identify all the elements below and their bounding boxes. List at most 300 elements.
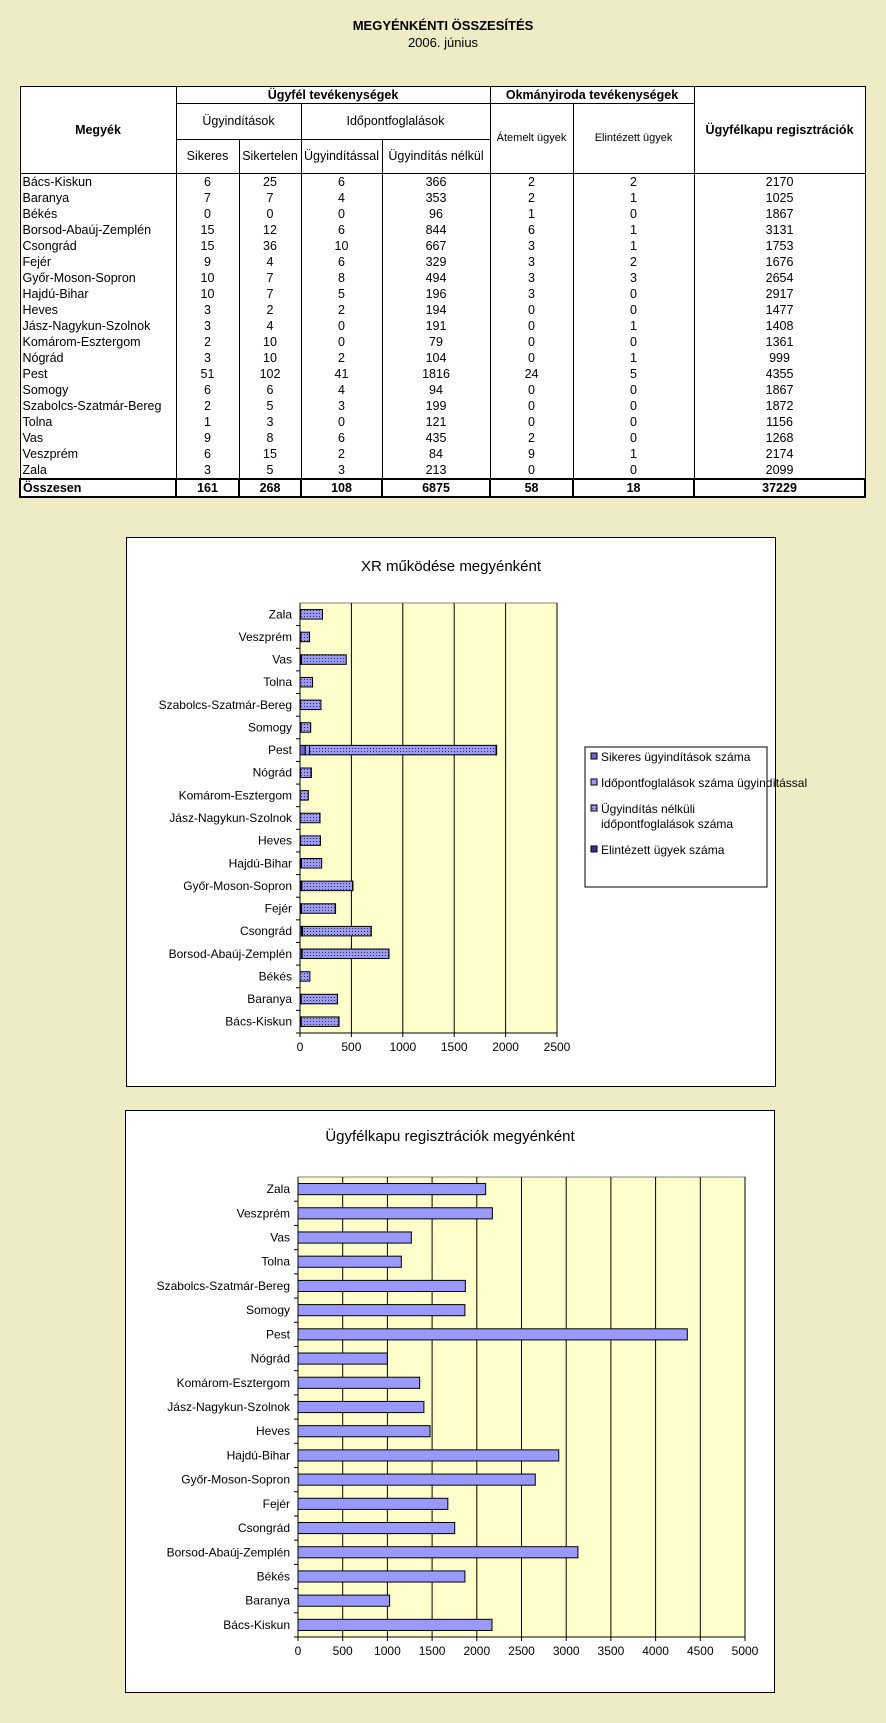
table-cell: 2 bbox=[301, 350, 382, 366]
legend-swatch bbox=[591, 846, 597, 852]
header-idopontfoglalasok: Időpontfoglalások bbox=[301, 104, 490, 140]
table-cell: 6 bbox=[490, 222, 573, 238]
legend-label: Elintézett ügyek száma bbox=[601, 843, 725, 857]
table-row bbox=[20, 350, 865, 366]
table-cell: 0 bbox=[176, 206, 239, 222]
category-label: Szabolcs-Szatmár-Bereg bbox=[158, 697, 292, 712]
table-row bbox=[20, 302, 865, 318]
table-cell: 2654 bbox=[694, 270, 865, 286]
xr-chart bbox=[126, 537, 808, 1087]
bar-segment bbox=[300, 677, 312, 687]
table-cell: 2 bbox=[176, 334, 239, 350]
table-row bbox=[20, 462, 865, 479]
table-cell: 102 bbox=[239, 366, 301, 382]
table-cell: 4 bbox=[239, 318, 301, 334]
bar-segment bbox=[298, 1426, 430, 1437]
table-cell: 3 bbox=[490, 238, 573, 254]
x-tick-label: 1000 bbox=[389, 1040, 417, 1054]
table-cell: 5 bbox=[239, 398, 301, 414]
category-label: Tolna bbox=[263, 675, 292, 690]
table-cell: 2170 bbox=[694, 174, 865, 191]
x-tick-label: 500 bbox=[341, 1040, 362, 1054]
county-name-cell: Pest bbox=[20, 366, 176, 382]
category-label: Baranya bbox=[245, 1593, 290, 1608]
table-cell: 25 bbox=[239, 174, 301, 191]
table-cell: 196 bbox=[382, 286, 490, 302]
category-label: Nógrád bbox=[250, 1351, 290, 1366]
bar-segment bbox=[298, 1619, 492, 1630]
category-label: Vas bbox=[270, 1230, 290, 1245]
header-sikertelen: Sikertelen bbox=[239, 140, 301, 174]
table-cell: 96 bbox=[382, 206, 490, 222]
table-row bbox=[20, 382, 865, 398]
table-cell: 3 bbox=[573, 270, 694, 286]
bar-segment bbox=[303, 926, 372, 936]
table-cell: 3 bbox=[490, 254, 573, 270]
table-cell: 6 bbox=[301, 222, 382, 238]
total-cell: 268 bbox=[239, 479, 301, 497]
table-cell: 0 bbox=[573, 334, 694, 350]
x-tick-label: 5000 bbox=[731, 1644, 759, 1658]
total-cell: 18 bbox=[573, 479, 694, 497]
table-cell: 0 bbox=[490, 350, 573, 366]
x-tick-label: 1500 bbox=[418, 1644, 446, 1658]
category-label: Veszprém bbox=[238, 629, 292, 644]
summary-table bbox=[19, 86, 866, 498]
page-subtitle: 2006. június bbox=[407, 35, 479, 50]
table-cell: 0 bbox=[490, 302, 573, 318]
category-label: Heves bbox=[255, 1424, 290, 1439]
category-label: Győr-Moson-Sopron bbox=[183, 878, 292, 893]
table-cell: 3 bbox=[176, 350, 239, 366]
table-cell: 7 bbox=[239, 270, 301, 286]
x-tick-label: 3000 bbox=[552, 1644, 580, 1658]
table-cell: 6 bbox=[301, 254, 382, 270]
table-cell: 6 bbox=[239, 382, 301, 398]
table-cell: 3 bbox=[301, 398, 382, 414]
bar-segment bbox=[496, 745, 497, 755]
category-label: Tolna bbox=[261, 1254, 290, 1269]
bar-segment bbox=[302, 949, 389, 959]
table-cell: 3 bbox=[490, 270, 573, 286]
bar-segment bbox=[300, 972, 310, 982]
table-cell: 1268 bbox=[694, 430, 865, 446]
county-name-cell: Hajdú-Bihar bbox=[20, 286, 176, 302]
county-name-cell: Zala bbox=[20, 462, 176, 479]
table-cell: 6 bbox=[301, 430, 382, 446]
table-cell: 494 bbox=[382, 270, 490, 286]
table-row bbox=[20, 238, 865, 254]
category-label: Nógrád bbox=[252, 765, 292, 780]
bar-segment bbox=[301, 610, 323, 620]
bar-segment bbox=[298, 1595, 390, 1606]
category-label: Fejér bbox=[264, 901, 292, 916]
table-cell: 2099 bbox=[694, 462, 865, 479]
table-cell: 121 bbox=[382, 414, 490, 430]
chart-title: Ügyfélkapu regisztrációk megyénként bbox=[325, 1128, 575, 1145]
county-name-cell: Jász-Nagykun-Szolnok bbox=[20, 318, 176, 334]
table-cell: 51 bbox=[176, 366, 239, 382]
bar-segment bbox=[298, 1353, 387, 1364]
table-cell: 4355 bbox=[694, 366, 865, 382]
legend-swatch bbox=[591, 805, 597, 811]
table-row bbox=[20, 366, 865, 382]
category-label: Zala bbox=[268, 607, 292, 622]
x-tick-label: 2000 bbox=[492, 1040, 519, 1054]
bar-segment bbox=[301, 700, 321, 710]
table-cell: 1477 bbox=[694, 302, 865, 318]
bar-segment bbox=[301, 994, 337, 1004]
bar-segment bbox=[298, 1401, 424, 1412]
table-cell: 15 bbox=[239, 446, 301, 462]
ugyfelkapu-chart-svg bbox=[126, 1111, 774, 1692]
table-cell: 0 bbox=[573, 430, 694, 446]
table-cell: 5 bbox=[573, 366, 694, 382]
county-name-cell: Tolna bbox=[20, 414, 176, 430]
table-cell: 3 bbox=[176, 462, 239, 479]
category-label: Zala bbox=[266, 1182, 290, 1197]
page-title: MEGYÉNKÉNTI ÖSSZESÍTÉS bbox=[352, 18, 534, 33]
table-cell: 5 bbox=[301, 286, 382, 302]
table-cell: 4 bbox=[301, 190, 382, 206]
county-name-cell: Fejér bbox=[20, 254, 176, 270]
county-name-cell: Heves bbox=[20, 302, 176, 318]
table-cell: 2 bbox=[176, 398, 239, 414]
total-row bbox=[20, 479, 865, 497]
bar-segment bbox=[298, 1450, 559, 1461]
table-cell: 0 bbox=[490, 414, 573, 430]
table-cell: 0 bbox=[301, 414, 382, 430]
category-label: Borsod-Abaúj-Zemplén bbox=[166, 1545, 290, 1560]
table-cell: 8 bbox=[301, 270, 382, 286]
table-cell: 366 bbox=[382, 174, 490, 191]
bar-segment bbox=[298, 1256, 401, 1267]
bar-segment bbox=[298, 1522, 455, 1533]
legend-swatch bbox=[591, 753, 597, 759]
table-cell: 194 bbox=[382, 302, 490, 318]
table-cell: 1816 bbox=[382, 366, 490, 382]
table-cell: 1676 bbox=[694, 254, 865, 270]
category-label: Jász-Nagykun-Szolnok bbox=[169, 811, 292, 825]
chart-title: XR működése megyénként bbox=[360, 558, 542, 575]
x-tick-label: 0 bbox=[296, 1040, 304, 1054]
table-cell: 36 bbox=[239, 238, 301, 254]
table-row bbox=[20, 174, 865, 191]
table-cell: 1872 bbox=[694, 398, 865, 414]
legend-label: időpontfoglalások száma bbox=[601, 817, 734, 831]
table-cell: 2 bbox=[573, 174, 694, 191]
category-label: Bács-Kiskun bbox=[225, 1014, 292, 1029]
table-cell: 9 bbox=[176, 430, 239, 446]
table-cell: 2 bbox=[490, 190, 573, 206]
table-cell: 0 bbox=[573, 302, 694, 318]
county-name-cell: Borsod-Abaúj-Zemplén bbox=[20, 222, 176, 238]
bar-segment bbox=[298, 1184, 486, 1195]
category-label: Komárom-Esztergom bbox=[176, 1375, 290, 1390]
legend-label: Időpontfoglalások száma ügyindítással bbox=[601, 776, 808, 790]
header-elintezett-ugyek: Elintézett ügyek bbox=[573, 104, 694, 174]
table-cell: 844 bbox=[382, 222, 490, 238]
table-cell: 2917 bbox=[694, 286, 865, 302]
header-ugyfelkapu: Ügyfélkapu regisztrációk bbox=[694, 87, 865, 174]
county-name-cell: Veszprém bbox=[20, 446, 176, 462]
table-cell: 1 bbox=[176, 414, 239, 430]
table-cell: 1408 bbox=[694, 318, 865, 334]
county-name-cell: Vas bbox=[20, 430, 176, 446]
x-tick-label: 0 bbox=[294, 1644, 302, 1658]
table-cell: 0 bbox=[573, 286, 694, 302]
category-label: Pest bbox=[267, 743, 292, 758]
category-label: Borsod-Abaúj-Zemplén bbox=[168, 946, 292, 961]
bar-segment bbox=[301, 723, 311, 733]
bar-segment bbox=[302, 655, 347, 665]
table-cell: 7 bbox=[239, 286, 301, 302]
category-label: Bács-Kiskun bbox=[223, 1617, 290, 1632]
table-cell: 5 bbox=[239, 462, 301, 479]
table-cell: 2174 bbox=[694, 446, 865, 462]
bar-segment bbox=[309, 745, 496, 755]
table-cell: 7 bbox=[176, 190, 239, 206]
county-name-cell: Győr-Moson-Sopron bbox=[20, 270, 176, 286]
header-ugyinditas-nelkul: Ügyindítás nélkül bbox=[382, 140, 490, 174]
category-label: Pest bbox=[265, 1327, 290, 1342]
table-cell: 0 bbox=[301, 334, 382, 350]
table-cell: 104 bbox=[382, 350, 490, 366]
x-tick-label: 3500 bbox=[597, 1644, 625, 1658]
category-label: Veszprém bbox=[236, 1206, 290, 1221]
header-ugyinditasok: Ügyindítások bbox=[176, 104, 301, 140]
category-label: Csongrád bbox=[239, 924, 292, 939]
county-name-cell: Békés bbox=[20, 206, 176, 222]
table-row bbox=[20, 222, 865, 238]
total-cell: 6875 bbox=[382, 479, 490, 497]
table-cell: 1753 bbox=[694, 238, 865, 254]
category-label: Somogy bbox=[245, 1303, 290, 1318]
table-row bbox=[20, 270, 865, 286]
table-cell: 0 bbox=[490, 462, 573, 479]
category-label: Jász-Nagykun-Szolnok bbox=[167, 1400, 290, 1414]
table-cell: 3131 bbox=[694, 222, 865, 238]
table-cell: 2 bbox=[239, 302, 301, 318]
total-cell: 58 bbox=[490, 479, 573, 497]
x-tick-label: 4000 bbox=[642, 1644, 669, 1658]
table-cell: 0 bbox=[573, 382, 694, 398]
bar-segment bbox=[298, 1280, 465, 1291]
table-cell: 213 bbox=[382, 462, 490, 479]
table-cell: 667 bbox=[382, 238, 490, 254]
table-cell: 0 bbox=[573, 206, 694, 222]
table-cell: 1 bbox=[573, 190, 694, 206]
table-row bbox=[20, 334, 865, 350]
total-cell: 37229 bbox=[694, 479, 865, 497]
table-cell: 1 bbox=[490, 206, 573, 222]
category-label: Békés bbox=[258, 969, 292, 984]
category-label: Békés bbox=[256, 1569, 290, 1584]
table-cell: 3 bbox=[239, 414, 301, 430]
table-cell: 1025 bbox=[694, 190, 865, 206]
category-label: Vas bbox=[272, 652, 292, 667]
table-cell: 0 bbox=[490, 318, 573, 334]
bar-segment bbox=[298, 1547, 578, 1558]
table-row bbox=[20, 430, 865, 446]
category-label: Heves bbox=[257, 833, 292, 848]
table-cell: 1 bbox=[573, 222, 694, 238]
table-cell: 199 bbox=[382, 398, 490, 414]
bar-segment bbox=[301, 632, 310, 642]
bar-segment bbox=[302, 881, 353, 891]
bar-segment bbox=[298, 1377, 420, 1388]
total-cell: 108 bbox=[301, 479, 382, 497]
table-cell: 0 bbox=[490, 334, 573, 350]
bar-segment bbox=[301, 768, 312, 778]
bar-segment bbox=[298, 1305, 465, 1316]
table-cell: 1361 bbox=[694, 334, 865, 350]
county-name-cell: Komárom-Esztergom bbox=[20, 334, 176, 350]
table-cell: 0 bbox=[573, 462, 694, 479]
x-tick-label: 2000 bbox=[463, 1644, 491, 1658]
category-label: Baranya bbox=[247, 992, 292, 1007]
bar-segment bbox=[301, 1017, 339, 1027]
table-cell: 0 bbox=[490, 382, 573, 398]
table-cell: 1 bbox=[573, 446, 694, 462]
xr-chart-svg bbox=[127, 538, 808, 1086]
county-name-cell: Somogy bbox=[20, 382, 176, 398]
table-cell: 15 bbox=[176, 238, 239, 254]
category-label: Fejér bbox=[262, 1496, 290, 1511]
county-name-cell: Csongrád bbox=[20, 238, 176, 254]
bar-segment bbox=[302, 859, 322, 869]
legend-swatch bbox=[591, 779, 597, 785]
bar-segment bbox=[298, 1232, 411, 1243]
bar-segment bbox=[300, 813, 320, 823]
table-cell: 3 bbox=[301, 462, 382, 479]
table-cell: 24 bbox=[490, 366, 573, 382]
table-cell: 2 bbox=[490, 174, 573, 191]
table-cell: 10 bbox=[176, 270, 239, 286]
bar-segment bbox=[302, 904, 336, 914]
header-ugyinditassal: Ügyindítással bbox=[301, 140, 382, 174]
total-cell: 161 bbox=[176, 479, 239, 497]
table-cell: 1 bbox=[573, 238, 694, 254]
plot-area bbox=[300, 603, 557, 1033]
category-label: Somogy bbox=[247, 720, 292, 735]
table-cell: 2 bbox=[490, 430, 573, 446]
table-cell: 4 bbox=[301, 382, 382, 398]
category-label: Csongrád bbox=[237, 1521, 290, 1536]
table-cell: 3 bbox=[176, 302, 239, 318]
table-cell: 94 bbox=[382, 382, 490, 398]
table-cell: 1 bbox=[573, 350, 694, 366]
county-name-cell: Baranya bbox=[20, 190, 176, 206]
table-cell: 0 bbox=[239, 206, 301, 222]
table-cell: 329 bbox=[382, 254, 490, 270]
table-cell: 1 bbox=[573, 318, 694, 334]
x-tick-label: 2500 bbox=[543, 1040, 571, 1054]
table-cell: 0 bbox=[490, 398, 573, 414]
table-row bbox=[20, 318, 865, 334]
table-cell: 1156 bbox=[694, 414, 865, 430]
x-tick-label: 500 bbox=[332, 1644, 353, 1658]
table-cell: 191 bbox=[382, 318, 490, 334]
table-row bbox=[20, 414, 865, 430]
table-cell: 8 bbox=[239, 430, 301, 446]
bar-segment bbox=[298, 1474, 535, 1485]
table-cell: 10 bbox=[239, 350, 301, 366]
table-cell: 2 bbox=[301, 302, 382, 318]
legend-label: Sikeres ügyindítások száma bbox=[601, 750, 751, 764]
bar-segment bbox=[298, 1208, 492, 1219]
county-name-cell: Szabolcs-Szatmár-Bereg bbox=[20, 398, 176, 414]
table-cell: 41 bbox=[301, 366, 382, 382]
table-cell: 0 bbox=[301, 206, 382, 222]
table-cell: 6 bbox=[176, 174, 239, 191]
county-name-cell: Bács-Kiskun bbox=[20, 174, 176, 191]
category-label: Győr-Moson-Sopron bbox=[181, 1472, 290, 1487]
category-label: Hajdú-Bihar bbox=[226, 1448, 290, 1463]
table-row bbox=[20, 254, 865, 270]
table-cell: 353 bbox=[382, 190, 490, 206]
county-name-cell: Nógrád bbox=[20, 350, 176, 366]
header-sikeres: Sikeres bbox=[176, 140, 239, 174]
category-label: Hajdú-Bihar bbox=[228, 856, 292, 871]
table-cell: 3 bbox=[490, 286, 573, 302]
table-row bbox=[20, 190, 865, 206]
table-cell: 9 bbox=[176, 254, 239, 270]
category-label: Komárom-Esztergom bbox=[178, 788, 292, 803]
table-cell: 0 bbox=[573, 414, 694, 430]
table-cell: 0 bbox=[301, 318, 382, 334]
table-cell: 2 bbox=[573, 254, 694, 270]
x-tick-label: 1000 bbox=[374, 1644, 401, 1658]
bar-segment bbox=[301, 836, 321, 846]
table-cell: 999 bbox=[694, 350, 865, 366]
bar-segment bbox=[300, 745, 305, 755]
table-cell: 3 bbox=[176, 318, 239, 334]
table-cell: 9 bbox=[490, 446, 573, 462]
header-atemelt-ugyek: Átemelt ügyek bbox=[490, 104, 573, 174]
table-cell: 15 bbox=[176, 222, 239, 238]
table-cell: 4 bbox=[239, 254, 301, 270]
x-tick-label: 4500 bbox=[686, 1644, 714, 1658]
category-label: Szabolcs-Szatmár-Bereg bbox=[156, 1278, 290, 1293]
table-row bbox=[20, 286, 865, 302]
bar-segment bbox=[298, 1571, 465, 1582]
table-row bbox=[20, 398, 865, 414]
table-cell: 79 bbox=[382, 334, 490, 350]
table-cell: 6 bbox=[176, 446, 239, 462]
table-cell: 435 bbox=[382, 430, 490, 446]
table-cell: 84 bbox=[382, 446, 490, 462]
header-ugyfel-tevekenysegek: Ügyfél tevékenységek bbox=[176, 87, 490, 104]
bar-segment bbox=[300, 791, 308, 801]
bar-segment bbox=[298, 1498, 448, 1509]
table-cell: 10 bbox=[239, 334, 301, 350]
bar-segment bbox=[298, 1329, 687, 1340]
table-row bbox=[20, 446, 865, 462]
table-cell: 0 bbox=[573, 398, 694, 414]
table-row bbox=[20, 206, 865, 222]
table-cell: 1867 bbox=[694, 206, 865, 222]
legend-label: Ügyindítás nélküli bbox=[601, 802, 696, 816]
table-cell: 2 bbox=[301, 446, 382, 462]
bar-segment bbox=[305, 745, 309, 755]
table-cell: 10 bbox=[301, 238, 382, 254]
header-okmanyiroda: Okmányiroda tevékenységek bbox=[490, 87, 694, 104]
table-cell: 6 bbox=[176, 382, 239, 398]
table-cell: 12 bbox=[239, 222, 301, 238]
total-cell: Összesen bbox=[20, 479, 176, 497]
table-cell: 7 bbox=[239, 190, 301, 206]
